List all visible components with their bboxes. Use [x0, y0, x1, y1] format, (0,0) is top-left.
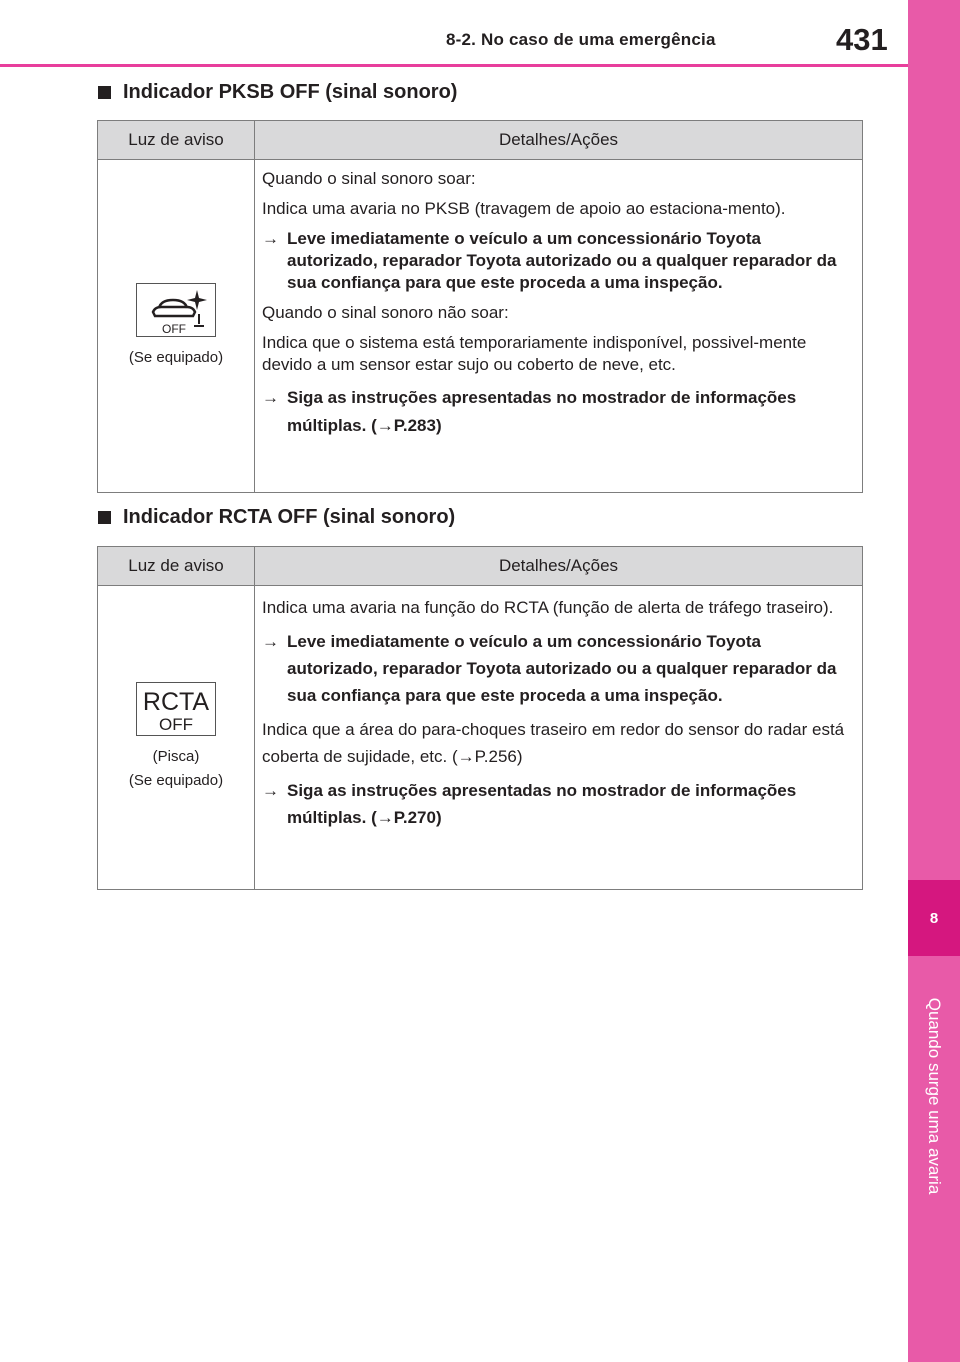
rcta-off-icon	[136, 682, 216, 736]
condition-text: Quando o sinal sonoro soar:	[262, 169, 476, 188]
rcta-icon-label: RCTA	[142, 688, 210, 716]
page-number: 431	[836, 22, 888, 57]
arrow-right-icon: →	[262, 388, 279, 407]
action-text: Leve imediatamente o veículo a um concessionário Toyota autorizado, reparador Toyota autorizado ou a qualquer reparador da sua confiança para que este proceda a uma inspeção.	[287, 632, 837, 705]
header-divider	[0, 64, 908, 67]
warning-light-cell	[98, 160, 255, 493]
description-text: Indica uma avaria na função do RCTA (função de alerta de tráfego traseiro).	[262, 598, 834, 617]
action-text: Siga as instruções apresentadas no mostrador de informações múltiplas. (→P.270)	[287, 781, 797, 827]
icon-caption: (Se equipado)	[128, 348, 224, 366]
rcta-table	[97, 546, 863, 890]
column-header-warning-light: Luz de aviso	[98, 547, 255, 586]
action-item	[262, 228, 856, 294]
section-title: 8-2. No caso de uma emergência	[446, 30, 716, 49]
table-row	[98, 586, 863, 890]
description-text: Indica que o sistema está temporariamente indisponível, possivel-mente devido a um sensor estar sujo ou coberto de neve, etc.	[262, 333, 807, 374]
column-header-details: Detalhes/Ações	[255, 121, 863, 160]
square-bullet-icon	[98, 511, 111, 524]
arrow-right-icon: →	[262, 781, 279, 800]
pksb-table	[97, 120, 863, 493]
table-row	[98, 160, 863, 493]
details-cell	[255, 586, 863, 890]
arrow-right-icon: →	[262, 229, 279, 248]
column-header-details: Detalhes/Ações	[255, 547, 863, 586]
pksb-off-icon	[136, 283, 216, 337]
condition-text: Quando o sinal sonoro não soar:	[262, 303, 509, 322]
details-cell	[255, 160, 863, 493]
table-header-row	[98, 547, 863, 586]
pksb-off-icon-text: OFF	[162, 321, 186, 336]
action-item	[262, 628, 856, 709]
description-text: Indica uma avaria no PKSB (travagem de apoio ao estaciona-mento).	[262, 199, 786, 218]
description-text: Indica que a área do para-choques traseiro em redor do sensor do radar está coberta de sujidade, etc. (→P.256)	[262, 720, 845, 766]
icon-caption-blink: (Pisca)	[152, 748, 200, 765]
action-text: Leve imediatamente o veículo a um concessionário Toyota autorizado, reparador Toyota autorizado ou a qualquer reparador da sua confiança para que este proceda a uma inspeção.	[287, 229, 837, 292]
rcta-icon-off-label: OFF	[159, 715, 193, 734]
chapter-title: Quando surge uma avaria	[925, 997, 944, 1195]
section-heading-text: Indicador PKSB OFF (sinal sonoro)	[123, 81, 458, 103]
table-header-row	[98, 121, 863, 160]
section-heading-pksb	[98, 81, 457, 104]
action-item	[262, 384, 856, 440]
icon-caption: (Se equipado)	[128, 772, 224, 789]
chapter-number: 8	[908, 880, 960, 956]
column-header-warning-light: Luz de aviso	[98, 121, 255, 160]
section-heading-rcta	[98, 506, 455, 529]
warning-light-cell	[98, 586, 255, 890]
arrow-right-icon: →	[262, 632, 279, 651]
square-bullet-icon	[98, 86, 111, 99]
section-heading-text: Indicador RCTA OFF (sinal sonoro)	[123, 506, 456, 528]
action-text: Siga as instruções apresentadas no mostrador de informações múltiplas. (→P.283)	[287, 388, 797, 435]
action-item	[262, 777, 856, 831]
